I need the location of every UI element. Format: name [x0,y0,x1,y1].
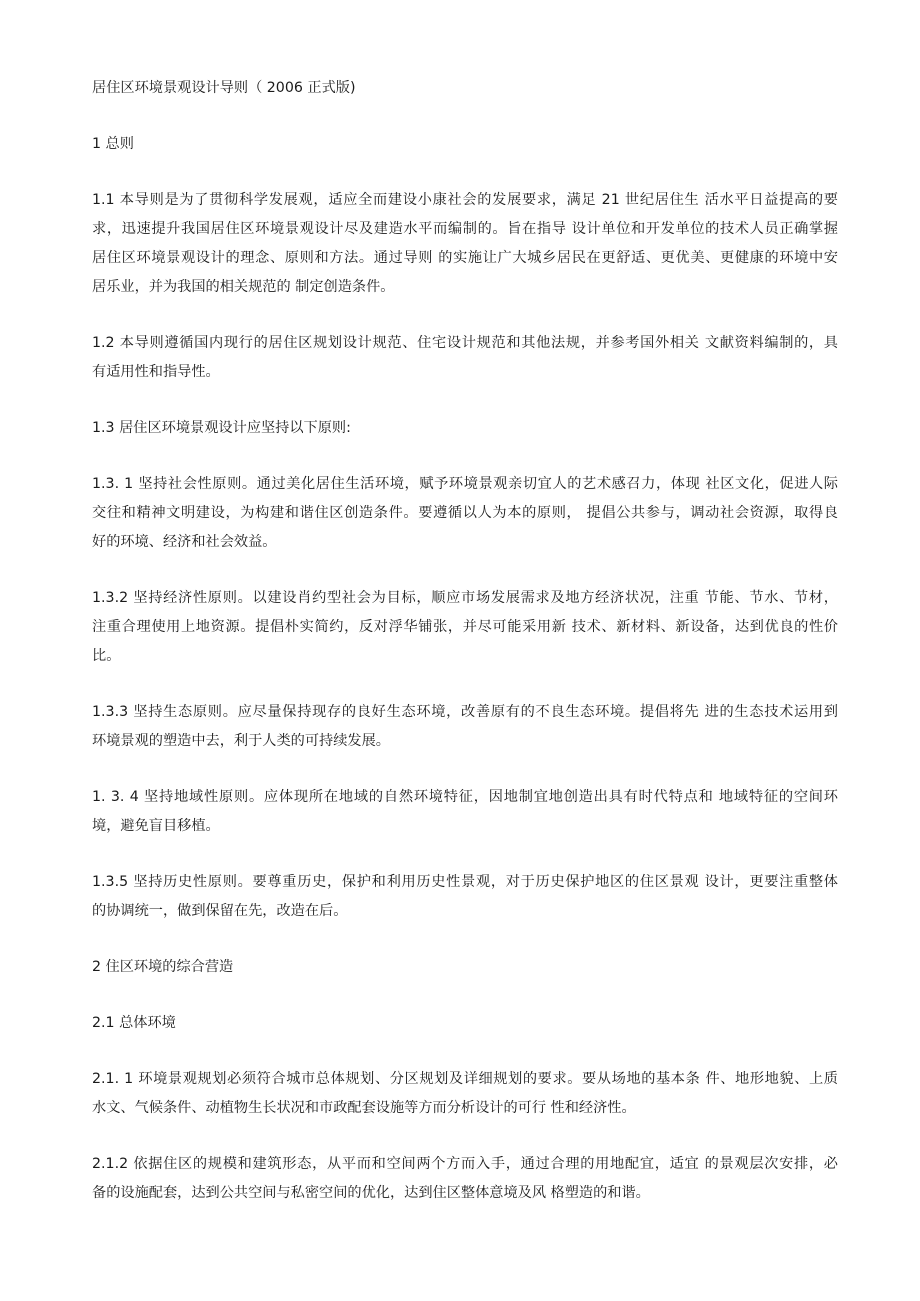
text-line: 1.3 居住区环境景观设计应坚持以下原则: [92,420,351,436]
document-body [92,74,838,1235]
text-line: 求，迅速提升我国居住区环境景观设计尽及建造水平而编制的。旨在指导 设计单位和开发单位的技术人员正确掌握 [92,221,838,237]
text-line: 水文、气候条件、动植物生长状况和市政配套设施等方而分析设计的可行 性和经济性。 [92,1100,636,1116]
text-line: 居乐业，并为我国的相关规范的 制定创造条件。 [92,279,395,295]
text-line: 2.1 总体环境 [92,1015,176,1031]
text-line: 1.3.3 坚持生态原则。应尽量保持现存的良好生态环境，改善原有的不良生态环境。提倡将先 进的生态技术运用到 [92,704,838,720]
text-line: 好的环境、经济和社会效益。 [92,534,277,550]
text-line: 2.1.2 依据住区的规模和建筑形态，从平而和空间两个方而入手，通过合理的用地配宜，适宜 的景观层次安排，必 [92,1156,838,1172]
text-line: 境，避免盲目移植。 [92,818,220,834]
paragraph [92,698,838,756]
text-line: 的协调统一，做到保留在先，改造在后。 [92,903,348,919]
paragraph [92,329,838,387]
text-line: 交往和精神文明建设，为构建和谐住区创造条件。要遵循以人为本的原则， 提倡公共参与，调动社会资源，取得良 [92,505,838,521]
text-line: 1.3. 1 坚持社会性原则。通过美化居住生活环境，赋予环境景观亲切宜人的艺术感召力，体现 社区文化，促进人际 [92,476,838,492]
text-line: 1.2 本导则遵循国内现行的居住区规划设计规范、住宅设计规范和其他法规，并参考国外相关 文献资料编制的，具 [92,335,838,351]
paragraph [92,186,838,302]
text-line: 1.1 本导则是为了贯彻科学发展观，适应全而建设小康社会的发展要求，满足 21 世纪居住生 活水平日益提高的要 [92,192,838,208]
text-line: 2 住区环境的综合营造 [92,959,234,975]
paragraph [92,783,838,841]
text-line: 1 总则 [92,136,134,152]
text-line: 1.3.2 坚持经济性原则。以建设肖约型社会为目标，顺应市场发展需求及地方经济状况，注重 节能、节水、节材， [92,590,838,606]
paragraph [92,584,838,671]
document-title [92,74,838,103]
text-line: 有适用性和指导性。 [92,364,220,380]
text-line: 1. 3. 4 坚持地域性原则。应体现所在地域的自然环境特征，因地制宜地创造出具有时代特点和 地域特征的空间环 [92,789,838,805]
text-line: 比。 [92,648,121,664]
paragraph [92,1009,838,1038]
text-line: 1.3.5 坚持历史性原则。要尊重历史，保护和利用历史性景观，对于历史保护地区的住区景观 设计，更要注重整体 [92,874,838,890]
paragraph [92,868,838,926]
paragraph [92,1150,838,1208]
paragraph [92,470,838,557]
paragraph [92,130,838,159]
text-line: 注重合理使用上地资源。提倡朴实简约，反对浮华铺张，并尽可能采用新 技术、新材料、新设备，达到优良的性价 [92,619,838,635]
text-line: 环境景观的塑造中去，利于人类的可持续发展。 [92,733,390,749]
text-line: 2.1. 1 环境景观规划必须符合城市总体规划、分区规划及详细规划的要求。要从场地的基本条 件、地形地貌、上质 [92,1071,838,1087]
paragraph [92,414,838,443]
text-line: 备的设施配套，达到公共空间与私密空间的优化，达到住区整体意境及风 格塑造的和谐。 [92,1185,650,1201]
text-line: 居住区环境景观设计导则（ 2006 正式版) [92,80,356,96]
paragraph [92,953,838,982]
paragraph [92,1065,838,1123]
text-line: 居住区环境景观设计的理念、原则和方法。通过导则 的实施让广大城乡居民在更舒适、更优美、更健康的环境中安 [92,250,838,266]
